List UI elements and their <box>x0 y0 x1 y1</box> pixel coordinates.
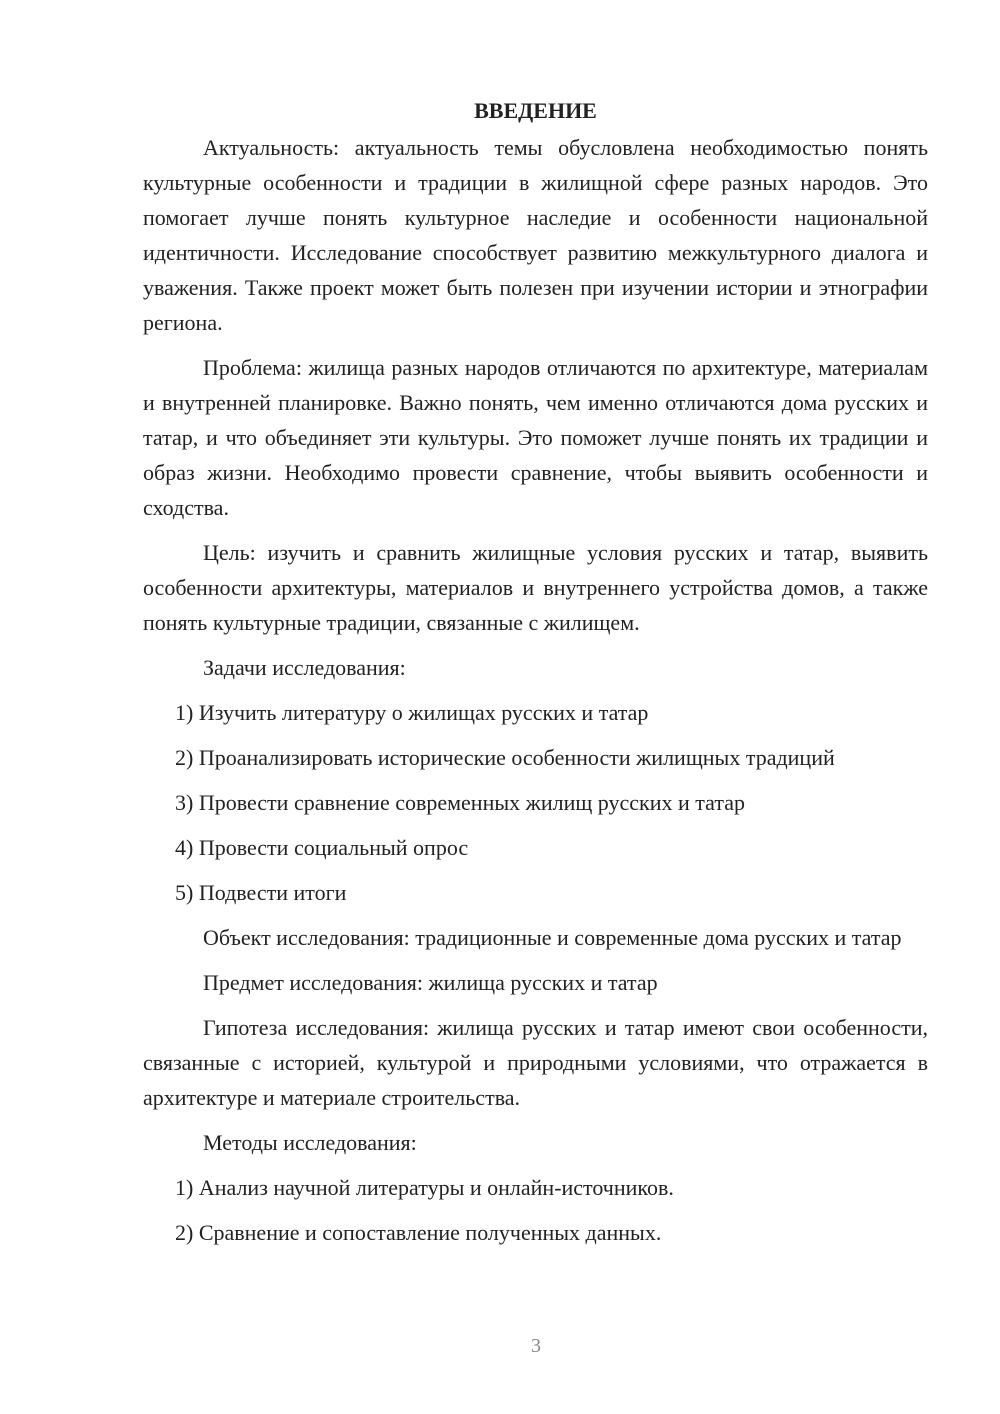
method-item-2: 2) Сравнение и сопоставление полученных данных. <box>175 1220 662 1245</box>
method-item-1: 1) Анализ научной литературы и онлайн-источников. <box>175 1175 674 1200</box>
task-item-1: 1) Изучить литературу о жилищах русских и татар <box>175 700 649 725</box>
task-item-5: 5) Подвести итоги <box>175 880 347 905</box>
problem-paragraph: Проблема: жилища разных народов отличаются по архитектуре, материалам и внутренней планировке. Важно понять, чем именно отличаются дома русских и татар, и что объединяет эти культуры. Это поможет лучше понять их традиции и образ жизни. Необходимо провести сравнение, чтобы выявить особенности и сходства. <box>143 355 928 520</box>
relevance-paragraph: Актуальность: актуальность темы обусловлена необходимостью понять культурные особенности и традиции в жилищной сфере разных народов. Это помогает лучше понять культурное наследие и особенности национальной идентичности. Исследование способствует развитию межкультурного диалога и уважения. Также проект может быть полезен при изучении истории и этнографии региона. <box>143 135 928 335</box>
task-item-3: 3) Провести сравнение современных жилищ русских и татар <box>175 790 746 815</box>
tasks-label: Задачи исследования: <box>203 655 406 680</box>
methods-label: Методы исследования: <box>203 1130 417 1155</box>
page-number: 3 <box>531 1335 541 1357</box>
subject-paragraph: Предмет исследования: жилища русских и татар <box>203 970 658 995</box>
hypothesis-paragraph: Гипотеза исследования: жилища русских и татар имеют свои особенности, связанные с историей, культурой и природными условиями, что отражается в архитектуре и материале строительства. <box>143 1015 928 1110</box>
document-page <box>143 96 928 1260</box>
task-item-2: 2) Проанализировать исторические особенности жилищных традиций <box>175 745 835 770</box>
goal-paragraph: Цель: изучить и сравнить жилищные условия русских и татар, выявить особенности архитектуры, материалов и внутреннего устройства домов, а также понять культурные традиции, связанные с жилищем. <box>143 540 928 635</box>
page-title: ВВЕДЕНИЕ <box>474 98 597 123</box>
object-paragraph: Объект исследования: традиционные и современные дома русских и татар <box>203 925 902 950</box>
task-item-4: 4) Провести социальный опрос <box>175 835 469 860</box>
